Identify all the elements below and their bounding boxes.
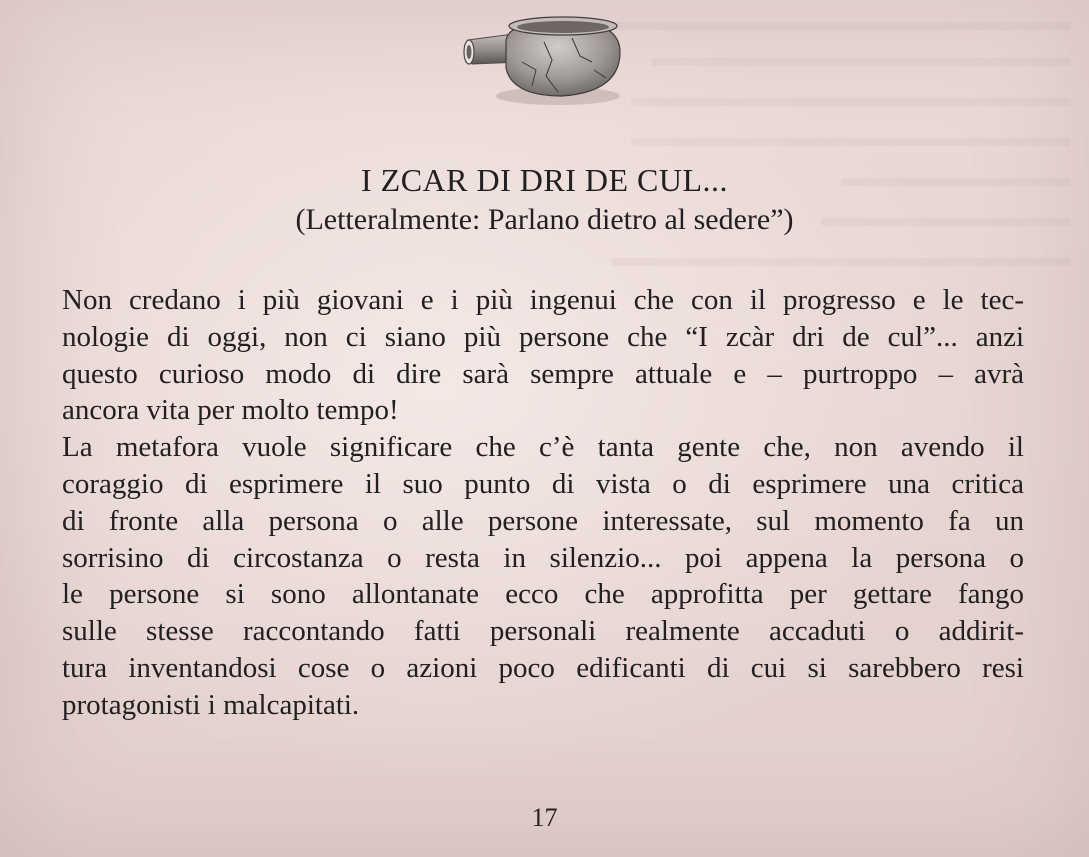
paragraph-2 — [62, 429, 1024, 723]
text-line: sulle stesse raccontando fatti personali realmente accaduti o addirit- — [62, 615, 1024, 648]
text-line: tura inventandosi cose o azioni poco edificanti di cui si sarebbero resi — [62, 651, 1024, 684]
text-line: protagonisti i malcapitati. — [62, 688, 360, 721]
text-line: questo curioso modo di dire sarà sempre attuale e – purtroppo – avrà — [62, 357, 1024, 390]
page-title: I ZCAR DI DRI DE CUL... — [360, 162, 729, 198]
text-line: di fronte alla persona o alle persone interessate, sul momento fa un — [62, 504, 1024, 537]
terracotta-pot-with-spout-icon — [462, 12, 630, 108]
text-line: coraggio di esprimere il suo punto di vista o di esprimere una critica — [62, 467, 1024, 500]
text-line: le persone si sono allontanate ecco che approfitta per gettare fango — [62, 578, 1024, 611]
paragraph-1 — [62, 282, 1024, 429]
text-line: ancora vita per molto tempo! — [62, 394, 399, 427]
text-line: La metafora vuole significare che c’è tanta gente che, non avendo il — [62, 431, 1024, 464]
show-through-text — [651, 58, 1071, 66]
text-line: Non credano i più giovani e i più ingenui che con il progresso e le tec- — [62, 284, 1024, 316]
show-through-text — [631, 98, 1071, 106]
show-through-text — [631, 138, 1071, 146]
text-line: nologie di oggi, non ci siano più persone che “I zcàr dri de cul”... anzi — [62, 320, 1024, 353]
page-subtitle: (Letteralmente: Parlano dietro al sedere”) — [295, 203, 794, 236]
page-number: 17 — [531, 803, 558, 832]
show-through-text — [611, 258, 1071, 266]
body-text — [62, 282, 1024, 724]
show-through-text — [601, 22, 1071, 30]
text-line: sorrisino di circostanza o resta in silenzio... poi appena la persona o — [62, 541, 1024, 574]
